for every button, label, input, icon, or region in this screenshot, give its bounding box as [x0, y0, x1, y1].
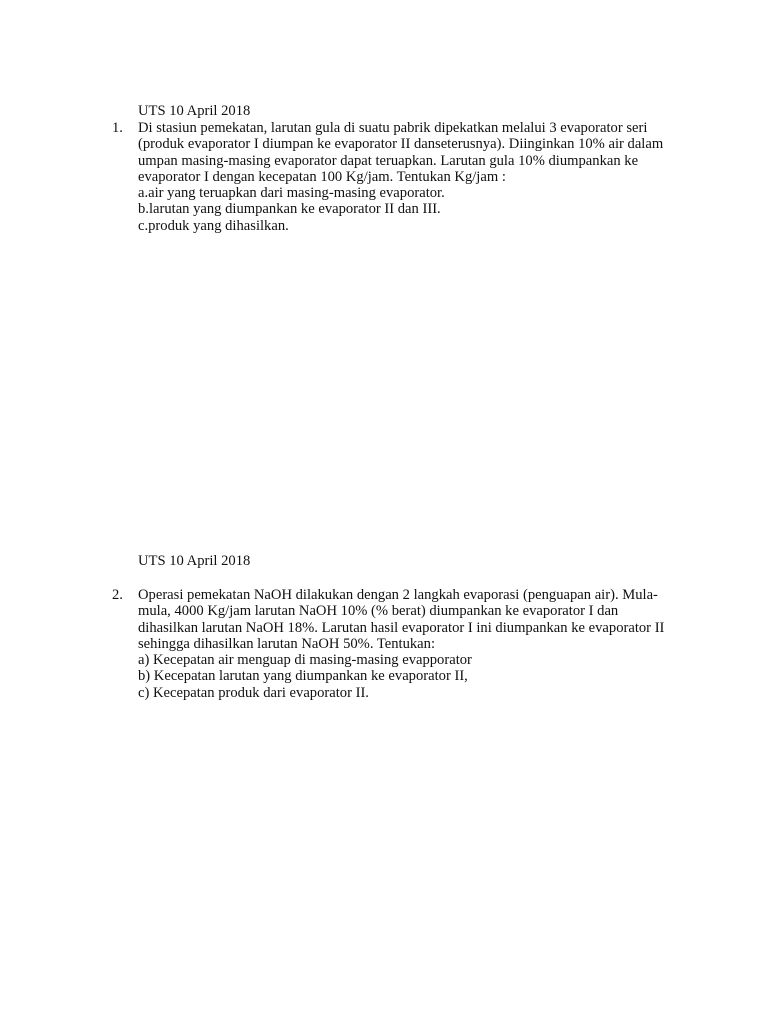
sub-question-c: c) Kecepatan produk dari evaporator II. [138, 684, 369, 701]
question-number: 1. [112, 120, 123, 136]
exam-section-1 [112, 103, 692, 234]
question-line: Di stasiun pemekatan, larutan gula di suatu pabrik dipekatkan melalui 3 evaporator seri [138, 120, 648, 136]
question-2 [112, 587, 692, 701]
sub-question-b: b.larutan yang diumpankan ke evaporator II dan III. [138, 201, 441, 218]
sub-question-a: a.air yang teruapkan dari masing-masing evaporator. [138, 185, 445, 202]
question-text [138, 120, 692, 234]
question-1 [112, 120, 692, 234]
question-text [138, 587, 692, 701]
sub-question-a: a) Kecepatan air menguap di masing-masing evapporator [138, 652, 472, 669]
question-line: dihasilkan larutan NaOH 18%. Larutan hasil evaporator I ini diumpankan ke evaporator II [138, 619, 665, 636]
exam-section-2 [112, 553, 692, 701]
question-line: sehingga dihasilkan larutan NaOH 50%. Tentukan: [138, 635, 435, 652]
section-heading: UTS 10 April 2018 [138, 103, 251, 119]
sub-question-c: c.produk yang dihasilkan. [138, 217, 289, 234]
question-line: (produk evaporator I diumpan ke evaporator II danseterusnya). Diinginkan 10% air dalam [138, 136, 664, 153]
sub-question-b: b) Kecepatan larutan yang diumpankan ke evaporator II, [138, 668, 468, 685]
question-line: umpan masing-masing evaporator dapat teruapkan. Larutan gula 10% diumpankan ke [138, 152, 639, 169]
question-number: 2. [112, 587, 123, 603]
section-heading: UTS 10 April 2018 [138, 553, 251, 569]
question-line: mula, 4000 Kg/jam larutan NaOH 10% (% berat) diumpankan ke evaporator I dan [138, 603, 619, 620]
question-line: evaporator I dengan kecepatan 100 Kg/jam. Tentukan Kg/jam : [138, 168, 506, 185]
question-line: Operasi pemekatan NaOH dilakukan dengan 2 langkah evaporasi (penguapan air). Mula- [138, 587, 658, 603]
